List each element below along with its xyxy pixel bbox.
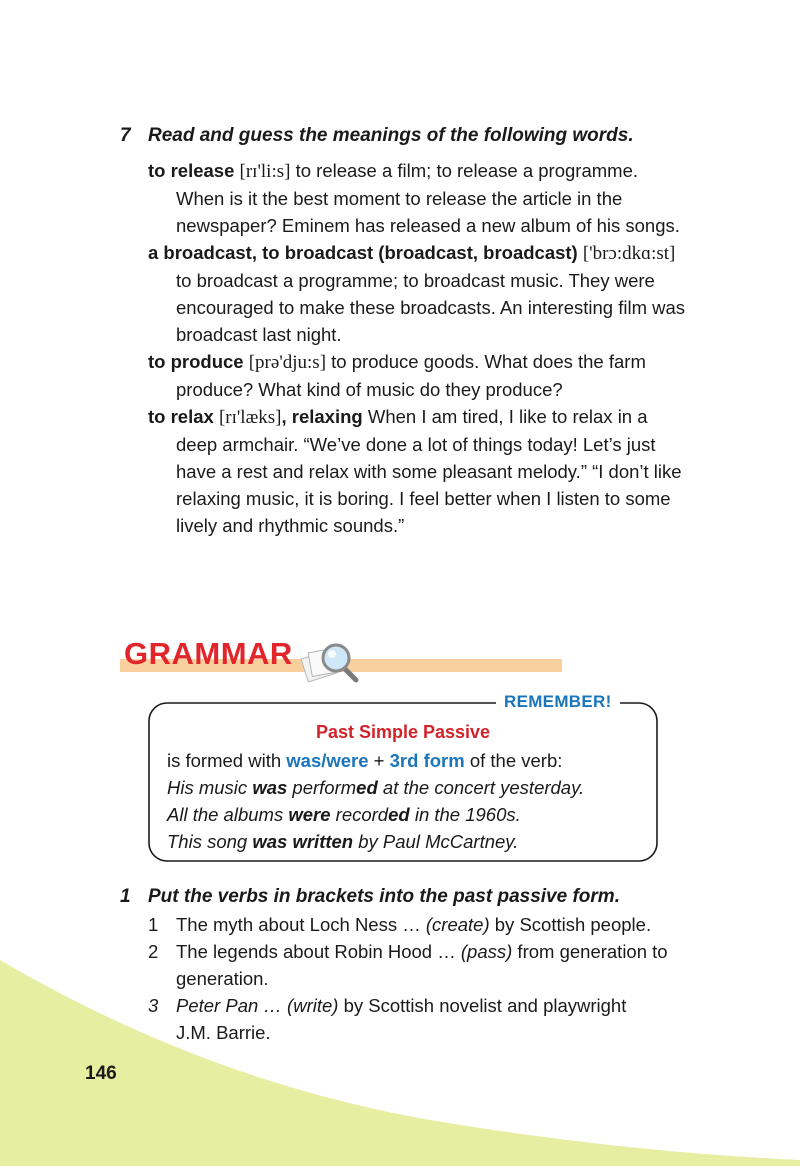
rule-text-part: is formed with	[167, 750, 287, 771]
rule-text-part: +	[368, 750, 390, 771]
entry-text: lively and rhythmic sounds.”	[176, 515, 405, 536]
remember-label: REMEMBER!	[496, 692, 620, 712]
example-bold: ed	[356, 777, 378, 798]
headword: to produce	[148, 351, 244, 372]
vocab-entry-broadcast	[148, 239, 748, 348]
rule-text-part: of the verb:	[464, 750, 563, 771]
entry-text: When I am tired, I like to relax in a	[362, 406, 648, 427]
example-text: This song	[167, 831, 253, 852]
item-number: 3	[148, 995, 159, 1016]
vocab-entry-relax	[148, 403, 748, 539]
headword: to relax	[148, 406, 214, 427]
task-item-2	[148, 938, 668, 992]
entry-text: produce? What kind of music do they produce?	[176, 379, 563, 400]
example-text: at the concert yesterday.	[377, 777, 585, 798]
example-text: perform	[287, 777, 357, 798]
entry-text: newspaper? Eminem has released a new album of his songs.	[176, 215, 680, 236]
entry-text: relaxing music, it is boring. I feel better when I listen to some	[176, 488, 671, 509]
page-number: 146	[85, 1063, 117, 1084]
headword-2: , relaxing	[281, 406, 363, 427]
example-bold: was written	[252, 831, 354, 852]
exercise-number: 7	[120, 125, 131, 146]
transcription: [prə'dju:s]	[248, 352, 327, 373]
entry-text: When is it the best moment to release the article in the	[176, 188, 623, 209]
item-verb: (pass)	[460, 941, 513, 962]
example-text: record	[330, 804, 389, 825]
item-text: generation.	[176, 968, 269, 989]
headword: to release	[148, 160, 235, 181]
example-bold: was	[252, 777, 288, 798]
rule-keyword: was/were	[286, 750, 369, 771]
item-number: 2	[148, 941, 159, 962]
entry-text: have a rest and relax with some pleasant melody.” “I don’t like	[176, 461, 682, 482]
entry-text: to produce goods. What does the farm	[326, 351, 646, 372]
example-sentence	[167, 802, 521, 828]
instruction-text: Read and guess the meanings of the following words.	[148, 125, 634, 146]
transcription: [rɪ'li:s]	[239, 161, 291, 182]
item-text: from generation to	[512, 941, 668, 962]
example-text: All the albums	[167, 804, 289, 825]
item-text: by Scottish novelist and playwright	[338, 995, 627, 1016]
example-sentence	[167, 829, 518, 855]
rule-title: Past Simple Passive	[315, 722, 491, 742]
transcription: ['brɔ:dkɑ:st]	[582, 243, 676, 264]
entry-text: to release a film; to release a programme.	[290, 160, 638, 181]
transcription: [rɪ'læks]	[218, 407, 282, 428]
item-number: 1	[148, 914, 159, 935]
example-sentence	[167, 775, 584, 801]
exercise-7-instruction	[120, 124, 760, 148]
entry-text: broadcast last night.	[176, 324, 342, 345]
example-text: by Paul McCartney.	[353, 831, 519, 852]
rule-text	[167, 748, 562, 774]
instruction-text: Put the verbs in brackets into the past passive form.	[148, 886, 620, 907]
magnifier-papers-icon	[300, 636, 370, 684]
item-text: The myth about Loch Ness …	[176, 914, 426, 935]
item-text: The legends about Robin Hood …	[176, 941, 461, 962]
vocab-entry-produce	[148, 348, 748, 403]
example-text: in the 1960s.	[409, 804, 521, 825]
grammar-heading: GRAMMAR	[124, 636, 293, 671]
entry-text: encouraged to make these broadcasts. An interesting film was	[176, 297, 686, 318]
vocab-entry-release	[148, 157, 748, 239]
item-verb: (create)	[425, 914, 490, 935]
exercise-number: 1	[120, 886, 131, 907]
example-bold: were	[288, 804, 331, 825]
rule-keyword: 3rd form	[389, 750, 465, 771]
entry-text: deep armchair. “We’ve done a lot of things today! Let’s just	[176, 434, 656, 455]
example-bold: ed	[388, 804, 410, 825]
item-text: J.M. Barrie.	[176, 1022, 271, 1043]
task-item-1	[148, 911, 651, 938]
example-text: His music	[167, 777, 253, 798]
item-text: Peter Pan … (write)	[176, 995, 339, 1016]
exercise-1-instruction	[120, 886, 620, 908]
headword: a broadcast, to broadcast (broadcast, broadcast)	[148, 242, 578, 263]
entry-text: to broadcast a programme; to broadcast music. They were	[176, 270, 655, 291]
item-text: by Scottish people.	[489, 914, 652, 935]
task-item-3	[148, 992, 626, 1046]
